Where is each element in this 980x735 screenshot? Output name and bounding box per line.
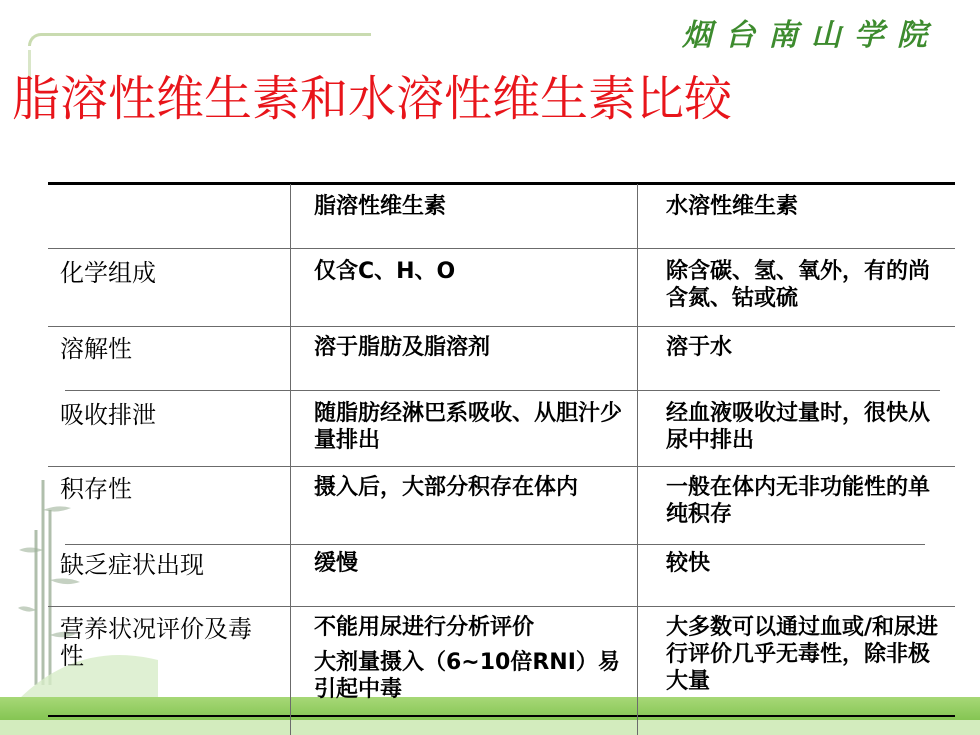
page-title: 脂溶性维生素和水溶性维生素比较 xyxy=(12,71,733,127)
cell-water: 较快 xyxy=(666,551,711,576)
cell-fat: 摄入后，大部分积存在体内 xyxy=(314,475,579,500)
row-divider xyxy=(65,544,925,545)
cell-fat-line: 大剂量摄入（6~10倍RNI）易引起中毒 xyxy=(314,650,620,702)
header-water-soluble: 水溶性维生素 xyxy=(666,194,799,219)
header-fat-soluble: 脂溶性维生素 xyxy=(314,194,447,219)
row-divider xyxy=(48,248,955,249)
cell-fat-line: 不能用尿进行分析评价 xyxy=(314,615,535,640)
school-logo-text: 烟台南山学院 xyxy=(682,18,940,53)
cell-water: 除含碳、氢、氧外，有的尚含氮、钴或硫 xyxy=(666,259,931,311)
cell-water: 经血液吸收过量时，很快从尿中排出 xyxy=(666,401,931,453)
row-divider xyxy=(48,326,955,327)
row-label: 化学组成 xyxy=(60,259,156,287)
row-label: 营养状况评价及毒性 xyxy=(60,615,252,670)
row-divider xyxy=(65,390,940,391)
cell-fat: 溶于脂肪及脂溶剂 xyxy=(314,335,491,360)
cell-water: 一般在体内无非功能性的单纯积存 xyxy=(666,475,931,527)
table-bottom-rule xyxy=(48,715,955,717)
row-label: 缺乏症状出现 xyxy=(60,551,204,579)
row-label: 积存性 xyxy=(60,475,132,503)
row-label: 吸收排泄 xyxy=(60,401,156,429)
column-divider xyxy=(290,184,291,735)
cell-fat: 仅含C、H、O xyxy=(314,259,456,284)
cell-fat-multiline xyxy=(314,614,639,703)
cell-water: 大多数可以通过血或/和尿进行评价几乎无毒性，除非极大量 xyxy=(666,615,939,694)
table-top-rule xyxy=(48,182,955,185)
row-divider xyxy=(48,466,955,467)
row-divider xyxy=(48,606,955,607)
cell-fat: 随脂肪经淋巴系吸收、从胆汁少量排出 xyxy=(314,401,623,453)
cell-fat: 缓慢 xyxy=(314,551,359,576)
cell-water: 溶于水 xyxy=(666,335,733,360)
row-label: 溶解性 xyxy=(60,335,132,363)
